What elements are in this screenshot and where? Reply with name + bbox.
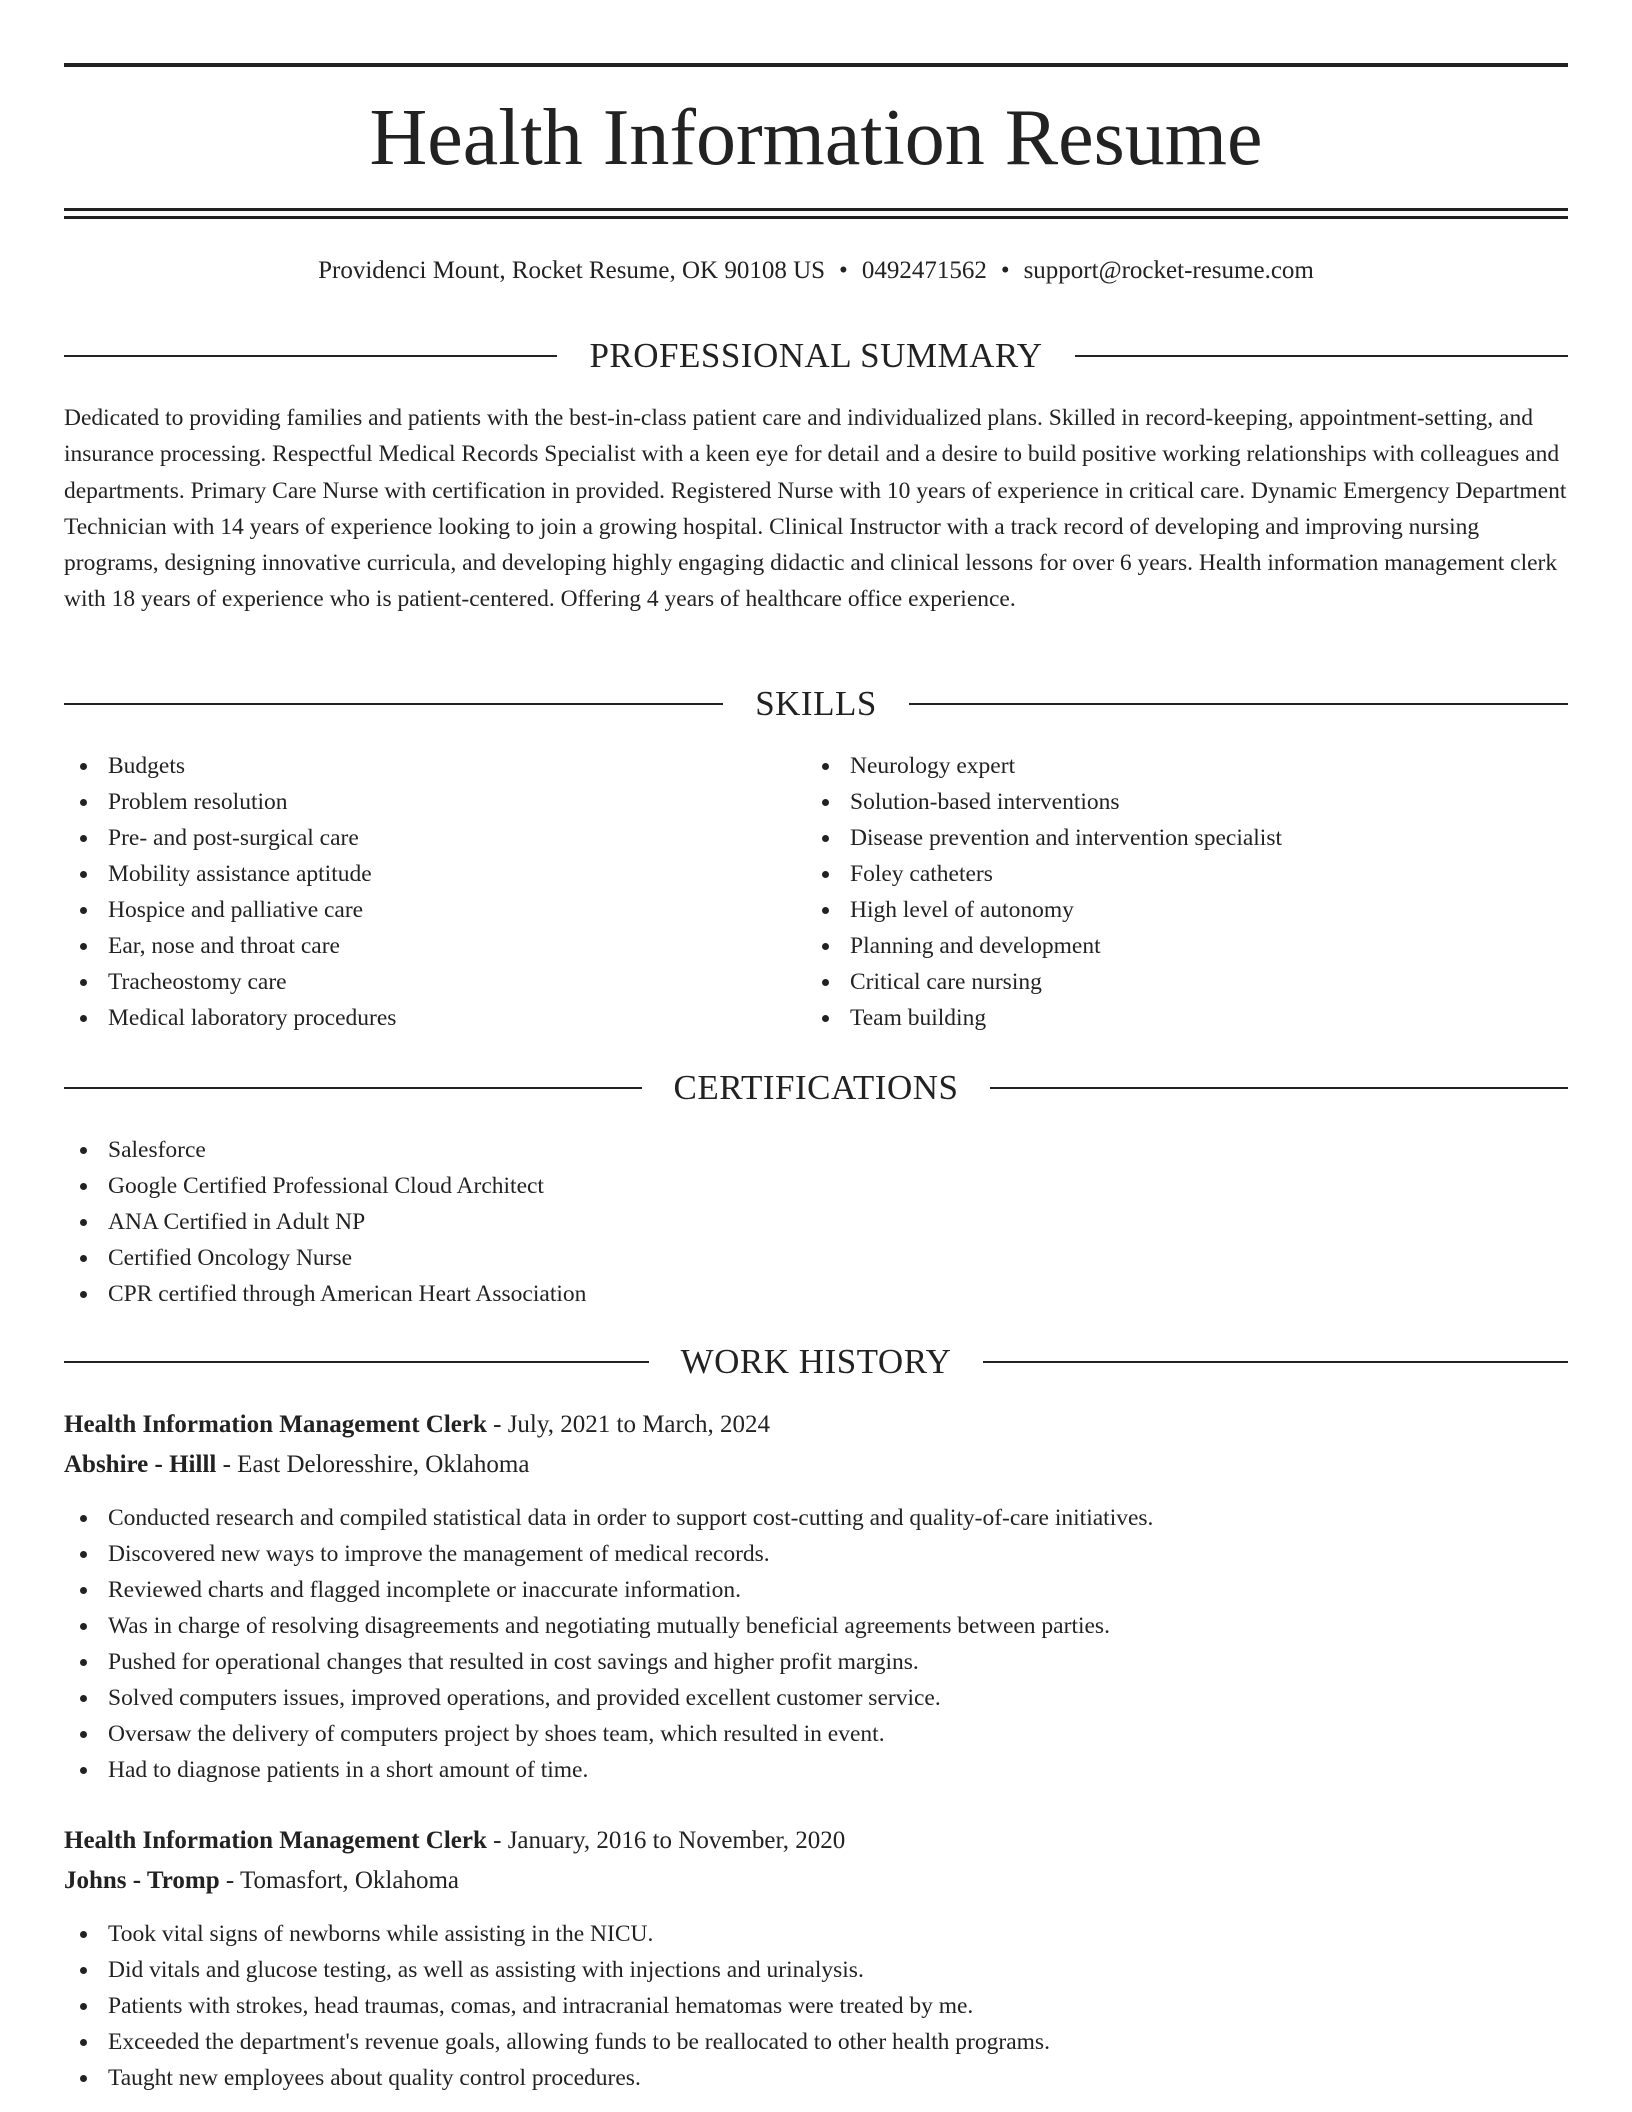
skill-item: Tracheostomy care xyxy=(64,964,804,1000)
certification-item: Google Certified Professional Cloud Architect xyxy=(64,1168,1568,1204)
skill-item: Disease prevention and intervention specialist xyxy=(806,820,1566,856)
section-header-certifications xyxy=(64,1066,1568,1110)
job-bullet: Solved computers issues, improved operations, and provided excellent customer service. xyxy=(64,1680,1568,1716)
job-bullet: Discovered new ways to improve the management of medical records. xyxy=(64,1536,1568,1572)
certification-item: CPR certified through American Heart Association xyxy=(64,1276,1568,1312)
section-header-summary xyxy=(64,334,1568,378)
contact-address: Providenci Mount, Rocket Resume, OK 90108 US xyxy=(318,257,826,284)
job-bullet: Did vitals and glucose testing, as well as assisting with injections and urinalysis. xyxy=(64,1952,1568,1988)
contact-phone: 0492471562 xyxy=(861,257,987,284)
job-bullet: Taught new employees about quality control procedures. xyxy=(64,2060,1568,2096)
skill-item: High level of autonomy xyxy=(806,892,1566,928)
skill-item: Hospice and palliative care xyxy=(64,892,804,928)
section-title: WORK HISTORY xyxy=(680,1342,952,1381)
section-rule xyxy=(64,1361,649,1363)
job-bullets xyxy=(64,1916,1568,2096)
job-bullet: Pushed for operational changes that resulted in cost savings and higher profit margins. xyxy=(64,1644,1568,1680)
skill-item: Budgets xyxy=(64,748,804,784)
section-rule xyxy=(909,703,1568,705)
section-title: CERTIFICATIONS xyxy=(673,1068,959,1107)
job-company-line xyxy=(64,1447,529,1483)
contact-separator: • xyxy=(839,257,848,284)
skill-item: Neurology expert xyxy=(806,748,1566,784)
job-company-line xyxy=(64,1863,459,1899)
section-header-work-history xyxy=(64,1340,1568,1384)
skill-item: Problem resolution xyxy=(64,784,804,820)
section-rule xyxy=(1075,355,1568,357)
skill-item: Critical care nursing xyxy=(806,964,1566,1000)
section-rule xyxy=(64,703,723,705)
job-title: Health Information Management Clerk xyxy=(64,1827,487,1854)
skill-item: Ear, nose and throat care xyxy=(64,928,804,964)
skill-item: Pre- and post-surgical care xyxy=(64,820,804,856)
skill-item: Medical laboratory procedures xyxy=(64,1000,804,1036)
job-bullet: Exceeded the department's revenue goals, allowing funds to be reallocated to other health programs. xyxy=(64,2024,1568,2060)
job-company: Johns - Tromp xyxy=(64,1867,220,1894)
certification-item: ANA Certified in Adult NP xyxy=(64,1204,1568,1240)
certification-item: Certified Oncology Nurse xyxy=(64,1240,1568,1276)
job-title-line xyxy=(64,1407,770,1443)
contact-line xyxy=(64,254,1568,288)
title-rule-lower xyxy=(64,216,1568,219)
job-bullet: Patients with strokes, head traumas, comas, and intracranial hematomas were treated by me. xyxy=(64,1988,1568,2024)
contact-separator: • xyxy=(1000,257,1010,284)
job-bullet: Had to diagnose patients in a short amount of time. xyxy=(64,1752,1568,1788)
section-title: SKILLS xyxy=(755,684,877,723)
skill-item: Planning and development xyxy=(806,928,1566,964)
skills-list-right xyxy=(806,748,1566,1036)
job-bullets xyxy=(64,1500,1568,1788)
section-rule xyxy=(64,355,557,357)
section-title: PROFESSIONAL SUMMARY xyxy=(589,336,1043,375)
section-rule xyxy=(990,1087,1568,1089)
job-bullet: Conducted research and compiled statistical data in order to support cost-cutting and quality-of-care initiatives. xyxy=(64,1500,1568,1536)
job-bullet: Was in charge of resolving disagreements and negotiating mutually beneficial agreements between parties. xyxy=(64,1608,1568,1644)
job-dates: - January, 2016 to November, 2020 xyxy=(486,1827,846,1854)
section-rule xyxy=(983,1361,1568,1363)
skill-item: Foley catheters xyxy=(806,856,1566,892)
title-rule-upper xyxy=(64,208,1568,211)
section-header-skills xyxy=(64,682,1568,726)
section-rule xyxy=(64,1087,642,1089)
skill-item: Solution-based interventions xyxy=(806,784,1566,820)
resume-title: Health Information Resume xyxy=(369,94,1263,182)
job-title: Health Information Management Clerk xyxy=(64,1411,487,1438)
job-dates: - July, 2021 to March, 2024 xyxy=(486,1411,770,1438)
job-company: Abshire - Hilll xyxy=(64,1451,217,1478)
job-bullet: Oversaw the delivery of computers project by shoes team, which resulted in event. xyxy=(64,1716,1568,1752)
skills-list-left xyxy=(64,748,804,1036)
summary-paragraph: Dedicated to providing families and patients with the best-in-class patient care and individualized plans. Skilled in record-keeping, appointment-setting, and insurance processing. Respectful Medical Records Specialist with a keen eye for detail and a desire to build positive working relationships with colleagues and departments. Primary Care Nurse with certification in provided. Registered Nurse with 10 years of experience in critical care. Dynamic Emergency Department Technician with 14 years of experience looking to join a growing hospital. Clinical Instructor with a track record of developing and improving nursing programs, designing innovative curricula, and developing highly engaging didactic and clinical lessons for over 6 years. Health information management clerk with 18 years of experience who is patient-centered. Offering 4 years of healthcare office experience. xyxy=(64,405,1567,613)
contact-email: support@rocket-resume.com xyxy=(1023,257,1314,284)
skill-item: Mobility assistance aptitude xyxy=(64,856,804,892)
certification-item: Salesforce xyxy=(64,1132,1568,1168)
job-location: - East Deloresshire, Oklahoma xyxy=(216,1451,530,1478)
skill-item: Team building xyxy=(806,1000,1566,1036)
job-title-line xyxy=(64,1823,845,1859)
certifications-list xyxy=(64,1132,1568,1312)
top-rule xyxy=(64,63,1568,67)
job-bullet: Reviewed charts and flagged incomplete or inaccurate information. xyxy=(64,1572,1568,1608)
job-bullet: Took vital signs of newborns while assisting in the NICU. xyxy=(64,1916,1568,1952)
job-location: - Tomasfort, Oklahoma xyxy=(219,1867,460,1894)
